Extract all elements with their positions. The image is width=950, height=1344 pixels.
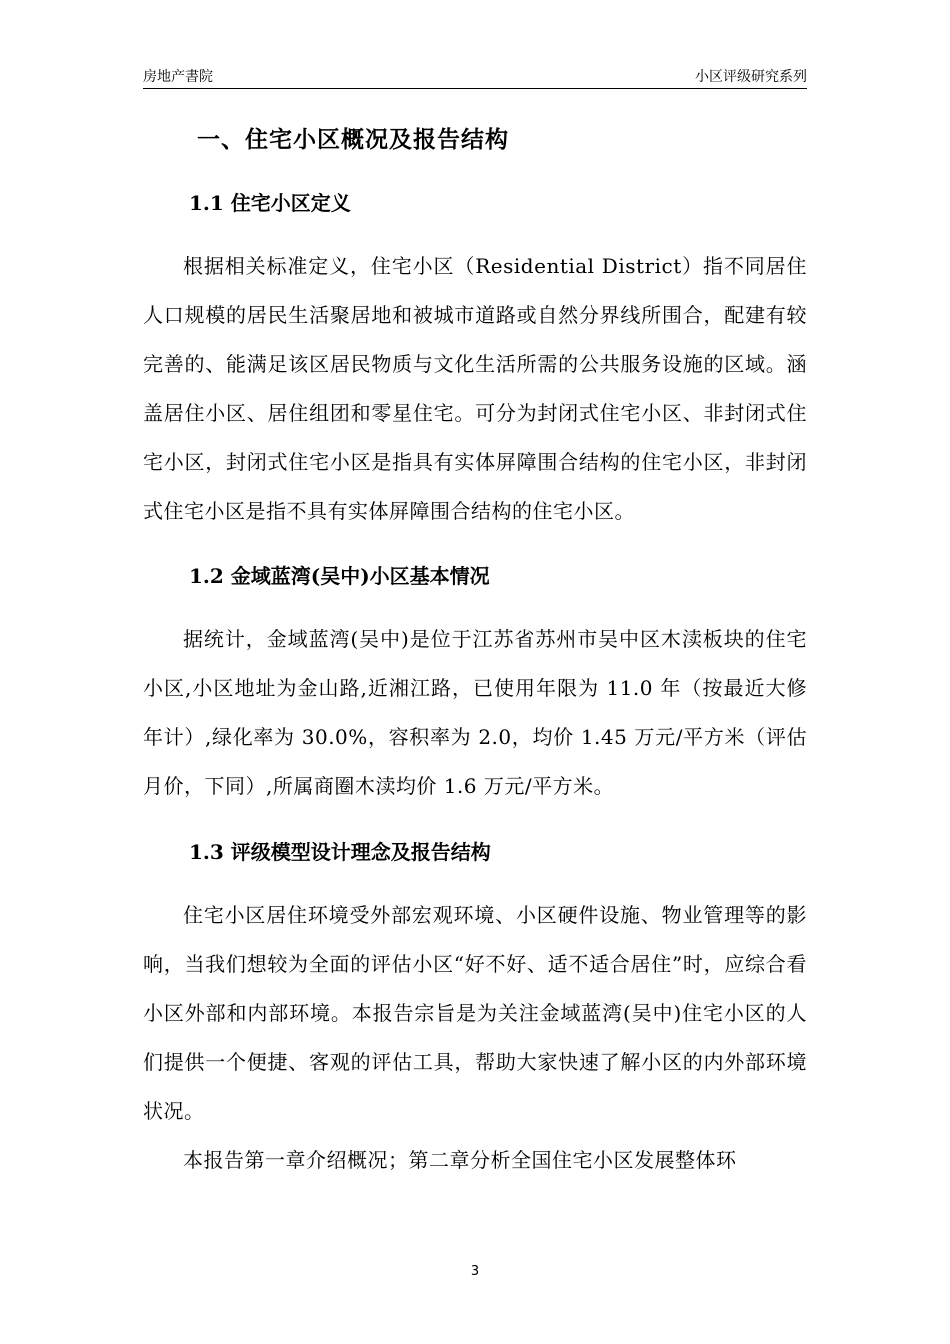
section-heading-1-3: 1.3 评级模型设计理念及报告结构 [189, 840, 491, 864]
paragraph-model-concept: 住宅小区居住环境受外部宏观环境、小区硬件设施、物业管理等的影响，当我们想较为全面的评估小区“好不好、适不适合居住”时，应综合看小区外部和内部环境。本报告宗旨是为关注金域蓝湾(吴中)住宅小区的人们提供一个便捷、客观的评估工具，帮助大家快速了解小区的内外部环境状况。 [143, 903, 807, 1123]
page-number: 3 [470, 1264, 480, 1279]
paragraph-definition: 根据相关标准定义，住宅小区（Residential District）指不同居住人口规模的居民生活聚居地和被城市道路或自然分界线所围合，配建有较完善的、能满足该区居民物质与文化生活所需的公共服务设施的区域。涵盖居住小区、居住组团和零星住宅。可分为封闭式住宅小区、非封闭式住宅小区，封闭式住宅小区是指具有实体屏障围合结构的住宅小区，非封闭式住宅小区是指不具有实体屏障围合结构的住宅小区。 [143, 254, 807, 523]
page-header [143, 66, 807, 88]
paragraph-community-info: 据统计，金域蓝湾(吴中)是位于江苏省苏州市吴中区木渎板块的住宅小区,小区地址为金山路,近湘江路，已使用年限为 11.0 年（按最近大修年计）,绿化率为 30.0%，容积率为 2.0，均价 1.45 万元/平方米（评估月价，下同）,所属商圈木渎均价 1.6 万元/平方米。 [143, 627, 807, 798]
paragraph-report-structure: 本报告第一章介绍概况；第二章分析全国住宅小区发展整体环 [183, 1148, 737, 1172]
header-publisher: 房地产書院 [143, 69, 213, 85]
section-heading-1-2: 1.2 金域蓝湾(吴中)小区基本情况 [189, 564, 490, 588]
header-series-title: 小区评级研究系列 [695, 69, 807, 85]
chapter-title: 一、住宅小区概况及报告结构 [197, 126, 509, 153]
header-divider [143, 88, 807, 89]
document-body [143, 118, 807, 1185]
section-heading-1-1: 1.1 住宅小区定义 [189, 191, 351, 215]
